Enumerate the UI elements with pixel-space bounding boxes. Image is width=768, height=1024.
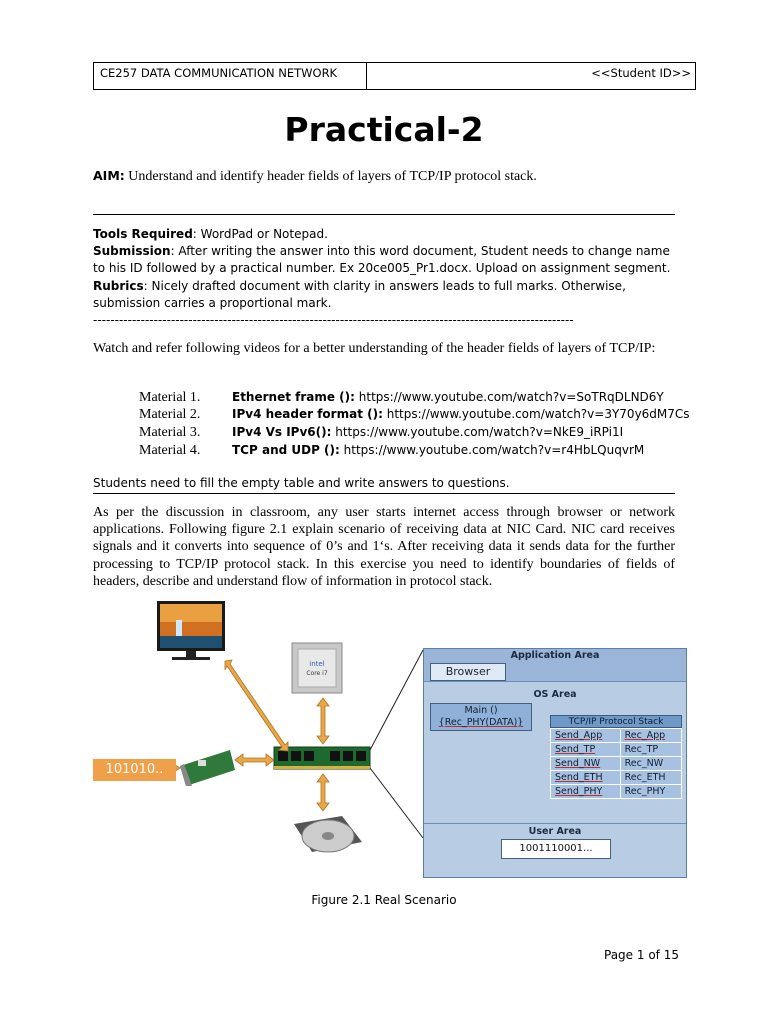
submission-label: Submission <box>93 244 171 259</box>
send-cell: Send_NW <box>551 757 621 771</box>
hard-disk-icon <box>294 816 362 852</box>
watch-text: Watch and refer following videos for a better understanding of the header fields of layers of TCP/IP: <box>93 341 656 356</box>
table-row <box>551 729 682 743</box>
system-zoom-panel <box>423 648 687 878</box>
table-row <box>551 771 682 785</box>
cpu-icon <box>292 643 342 693</box>
connector-line <box>370 650 423 750</box>
material-link[interactable]: https://www.youtube.com/watch?v=r4HbLQuqvrM <box>343 443 645 457</box>
divider <box>93 493 675 494</box>
material-name: Ethernet frame (): <box>232 390 355 404</box>
protocol-stack-table <box>550 728 682 799</box>
aim-text: Understand and identify header fields of layers of TCP/IP protocol stack. <box>128 169 537 184</box>
user-area-label: User Area <box>528 826 582 837</box>
tools-label: Tools Required <box>93 227 193 241</box>
material-item <box>139 424 623 441</box>
material-label: Material 2. <box>139 407 201 422</box>
rec-cell: Rec_TP <box>620 743 681 757</box>
instructions-block <box>93 226 683 312</box>
user-data-box: 1001110001... <box>501 839 611 859</box>
send-cell: Send_TP <box>551 743 621 757</box>
rec-cell: Rec_PHY <box>620 785 681 799</box>
bit-stream-label: 101010.. <box>93 759 176 781</box>
rec-cell: Rec_NW <box>620 757 681 771</box>
aim-label: AIM: <box>93 168 125 183</box>
page-number: Page 1 of 15 <box>604 948 679 962</box>
material-name: IPv4 header format (): <box>232 407 383 421</box>
user-area <box>424 823 686 840</box>
browser-box: Browser <box>430 663 506 681</box>
material-label: Material 4. <box>139 443 201 458</box>
send-cell: Send_PHY <box>551 785 621 799</box>
rec-cell: Rec_ETH <box>620 771 681 785</box>
material-link[interactable]: https://www.youtube.com/watch?v=3Y70y6dM7Cs <box>386 407 690 421</box>
table-row <box>551 743 682 757</box>
tools-text: : WordPad or Notepad. <box>192 227 328 241</box>
rubrics-label: Rubrics <box>93 278 144 293</box>
course-name: CE257 DATA COMMUNICATION NETWORK <box>94 63 367 89</box>
material-item <box>139 389 664 406</box>
rubrics-line <box>93 278 683 312</box>
nic-card-icon <box>180 750 235 786</box>
scenario-paragraph: As per the discussion in classroom, any user starts internet access through browser or network applications. Following figure 2.1 explain scenario of receiving data at NIC Card. NIC card receives signals and it converts into sequence of 0’s and 1‘s. After receiving data it sends data for the further processing to TCP/IP protocol stack. In this exercise you need to identify boundaries of fields of headers, describe and understand flow of information in protocol stack. <box>93 505 675 589</box>
send-cell: Send_ETH <box>551 771 621 785</box>
table-row <box>551 785 682 799</box>
student-id-placeholder: <<Student ID>> <box>591 66 691 80</box>
material-item <box>139 406 690 423</box>
aim-line <box>93 168 537 185</box>
svg-text:intel: intel <box>309 660 325 668</box>
send-cell: Send_App <box>551 729 621 743</box>
page-title: Practical-2 <box>284 110 484 149</box>
rec-cell: Rec_App <box>620 729 681 743</box>
main-function-name: Main () <box>464 705 498 716</box>
monitor-icon <box>157 601 225 660</box>
application-area-label: Application Area <box>510 650 600 661</box>
connector-line <box>370 768 423 838</box>
main-function-box <box>430 703 532 731</box>
dashed-separator: --------------------------------------------------------------------------------------------------------------- <box>93 313 574 327</box>
material-link[interactable]: https://www.youtube.com/watch?v=NkE9_iRPi1I <box>335 425 624 439</box>
submission-line <box>93 243 683 277</box>
os-area-label: OS Area <box>533 689 577 700</box>
table-row <box>551 757 682 771</box>
material-link[interactable]: https://www.youtube.com/watch?v=SoTRqDLND6Y <box>358 390 664 404</box>
submission-text: : After writing the answer into this word document, Student needs to change name to his ID followed by a practical number. Ex 20ce005_Pr1.docx. Upload on assignment segment. <box>93 244 671 276</box>
protocol-stack-title: TCP/IP Protocol Stack <box>550 715 682 728</box>
tools-line <box>93 226 683 243</box>
svg-text:Core i7: Core i7 <box>306 670 328 677</box>
figure-caption: Figure 2.1 Real Scenario <box>311 893 457 907</box>
material-label: Material 1. <box>139 390 201 405</box>
scenario-figure <box>80 598 426 854</box>
divider <box>93 214 675 215</box>
students-note: Students need to fill the empty table and write answers to questions. <box>93 476 510 490</box>
rubrics-text: : Nicely drafted document with clarity in answers leads to full marks. Otherwise, submission carries a proportional mark. <box>93 278 626 310</box>
material-name: IPv4 Vs IPv6(): <box>232 425 332 439</box>
material-name: TCP and UDP (): <box>232 443 340 457</box>
header-table <box>93 62 696 90</box>
main-function-call: {Rec_PHY(DATA)} <box>438 717 524 728</box>
material-item <box>139 442 644 459</box>
material-label: Material 3. <box>139 425 201 440</box>
